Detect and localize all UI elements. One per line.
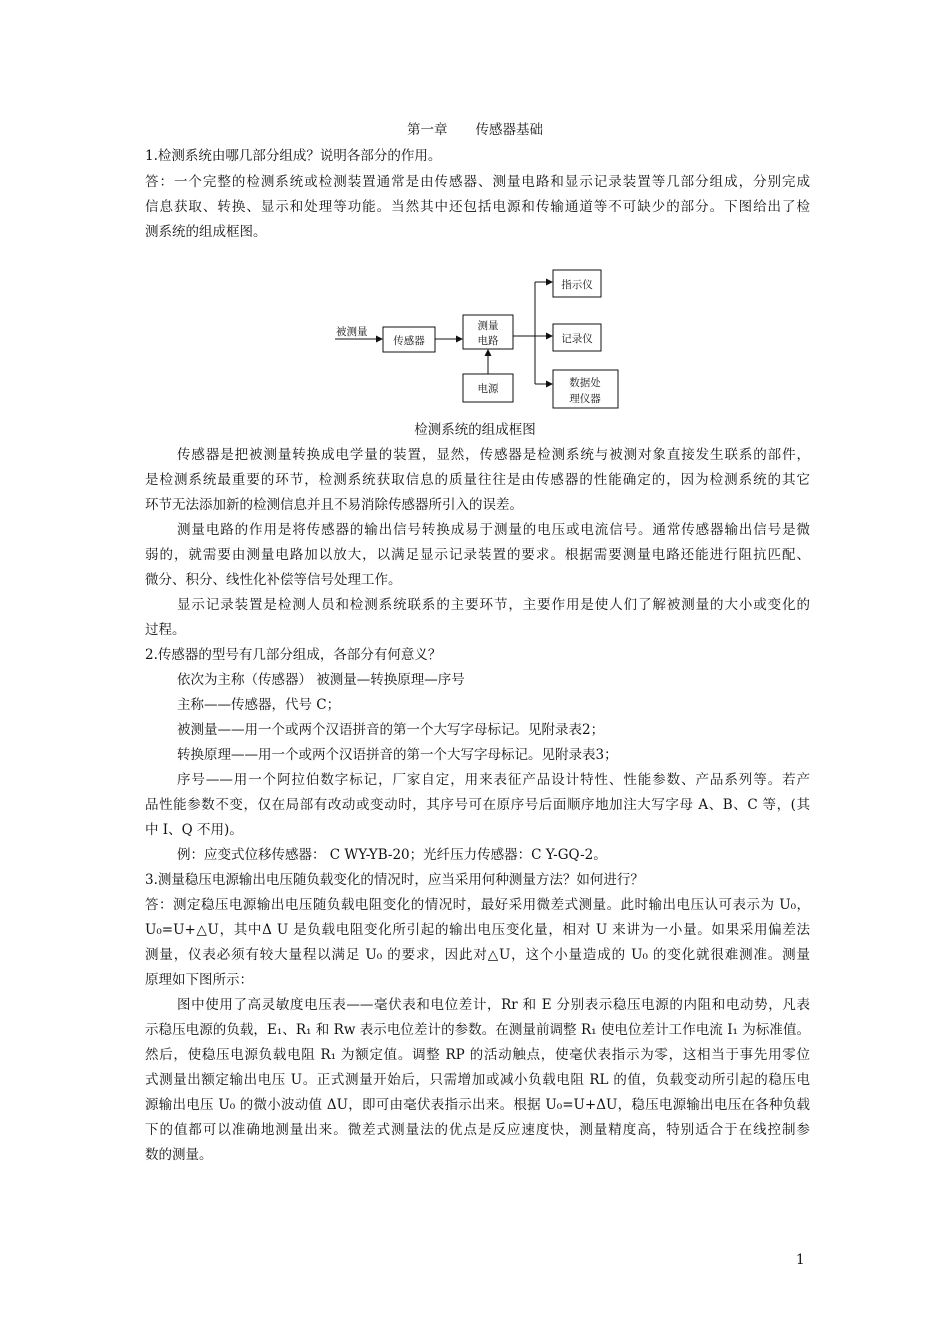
q2-example: 例：应变式位移传感器： C WY-YB-20；光纤压力传感器：C Y-GQ-2。 [177, 847, 607, 863]
para-circuit-line-3: 微分、积分、线性化补偿等信号处理工作。 [145, 572, 402, 588]
q2-order: 依次为主称（传感器） 被测量—转换原理—序号 [177, 672, 465, 688]
answer-3-line-3: 测量，仪表必须有较大量程以满足 U₀ 的要求，因此对△U，这个小量造成的 U₀ 的变化就很难测准。测量 [145, 947, 810, 963]
answer-1-line-1: 答：一个完整的检测系统或检测装置通常是由传感器、测量电路和显示记录装置等几部分组成，分别完成 [145, 174, 810, 190]
para-explain-line-6: 下的值都可以准确地测量出来。微差式测量法的优点是反应速度快，测量精度高，特别适合于在线控制参 [145, 1122, 810, 1138]
q2-principle: 转换原理——用一个或两个汉语拼音的第一个大写字母标记。见附录表3； [177, 747, 618, 763]
para-explain-line-7: 数的测量。 [145, 1147, 213, 1163]
para-explain-line-4: 式测量出额定输出电压 U。正式测量开始后，只需增加或减小负载电阻 RL 的值，负载变动所引起的稳压电 [145, 1072, 810, 1088]
chapter-number: 第一章 [407, 122, 448, 138]
processor-label-line-2: 理仪器 [569, 393, 601, 405]
processor-label-line-1: 数据处 [569, 377, 601, 389]
para-sensor-line-1: 传感器是把被测量转换成电学量的装置，显然，传感器是检测系统与被测对象直接发生联系的部件， [177, 447, 810, 463]
q2-serial-line-1: 序号——用一个阿拉伯数字标记，厂家自定，用来表征产品设计特性、性能参数、产品系列等。若产 [177, 772, 810, 788]
indicator-label: 指示仪 [561, 279, 593, 291]
question-2: 2.传感器的型号有几部分组成，各部分有何意义？ [145, 647, 442, 663]
para-circuit-line-2: 弱的，就需要由测量电路加以放大，以满足显示记录装置的要求。根据需要测量电路还能进行阻抗匹配、 [145, 547, 810, 563]
input-label: 被测量 [336, 326, 368, 338]
q2-main-name: 主称——传感器，代号 C； [177, 697, 341, 713]
circuit-label-line-2: 电路 [477, 335, 499, 347]
para-explain-line-2: 示稳压电源的负载，E₁、R₁ 和 Rw 表示电位差计的参数。在测量前调整 R₁ 使电位差计工作电流 I₁ 为标准值。 [145, 1022, 810, 1038]
diagram-caption: 检测系统的组成框图 [414, 422, 536, 438]
q2-measurand: 被测量——用一个或两个汉语拼音的第一个大写字母标记。见附录表2； [177, 722, 605, 738]
circuit-label-line-1: 测量 [477, 320, 499, 332]
para-sensor-line-3: 环节无法添加新的检测信息并且不易消除传感器所引入的误差。 [145, 497, 523, 513]
para-display-line-2: 过程。 [145, 622, 186, 638]
answer-1-line-2: 信息获取、转换、显示和处理等功能。当然其中还包括电源和传输通道等不可缺少的部分。下图给出了检 [145, 199, 810, 215]
q2-serial-line-2: 品性能参数不变，仅在局部有改动或变动时，其序号可在原序号后面顺序地加注大写字母 A、B、C 等，(其 [145, 797, 810, 813]
power-label: 电源 [477, 383, 499, 395]
para-circuit-line-1: 测量电路的作用是将传感器的输出信号转换成易于测量的电压或电流信号。通常传感器输出信号是微 [177, 522, 810, 538]
chapter-title [0, 120, 950, 140]
q2-serial-line-3: 中 I、Q 不用)。 [145, 822, 243, 838]
para-explain-line-1: 图中使用了高灵敏度电压表——毫伏表和电位差计，Rr 和 E 分别表示稳压电源的内阻和电动势，凡表 [177, 997, 810, 1013]
page-number: 1 [796, 1252, 805, 1268]
para-display-line-1: 显示记录装置是检测人员和检测系统联系的主要环节，主要作用是使人们了解被测量的大小或变化的 [177, 597, 810, 613]
recorder-label: 记录仪 [561, 333, 593, 345]
sensor-label: 传感器 [393, 335, 425, 347]
question-1: 1.检测系统由哪几部分组成？说明各部分的作用。 [145, 148, 442, 164]
question-3: 3.测量稳压电源输出电压随负载变化的情况时，应当采用何种测量方法？如何进行？ [145, 872, 644, 888]
chapter-name: 传感器基础 [475, 122, 543, 138]
detection-system-block-diagram [320, 262, 640, 412]
answer-1-line-3: 测系统的组成框图。 [145, 224, 267, 240]
para-explain-line-3: 然后，使稳压电源负载电阻 R₁ 为额定值。调整 RP 的活动触点，使毫伏表指示为零，这相当于事先用零位 [145, 1047, 810, 1063]
para-sensor-line-2: 是检测系统最重要的环节，检测系统获取信息的质量往往是由传感器的性能确定的，因为检测系统的其它 [145, 472, 810, 488]
answer-3-line-2: U₀=U+△U，其中Δ U 是负载电阻变化所引起的输出电压变化量，相对 U 来讲为一小量。如果采用偏差法 [145, 922, 810, 938]
answer-3-line-4: 原理如下图所示： [145, 972, 253, 988]
para-explain-line-5: 源输出电压 U₀ 的微小波动值 ΔU，即可由毫伏表指示出来。根据 U₀=U+ΔU，稳压电源输出电压在各种负载 [145, 1097, 810, 1113]
answer-3-line-1: 答：测定稳压电源输出电压随负载电阻变化的情况时，最好采用微差式测量。此时输出电压认可表示为 U₀， [145, 897, 810, 913]
